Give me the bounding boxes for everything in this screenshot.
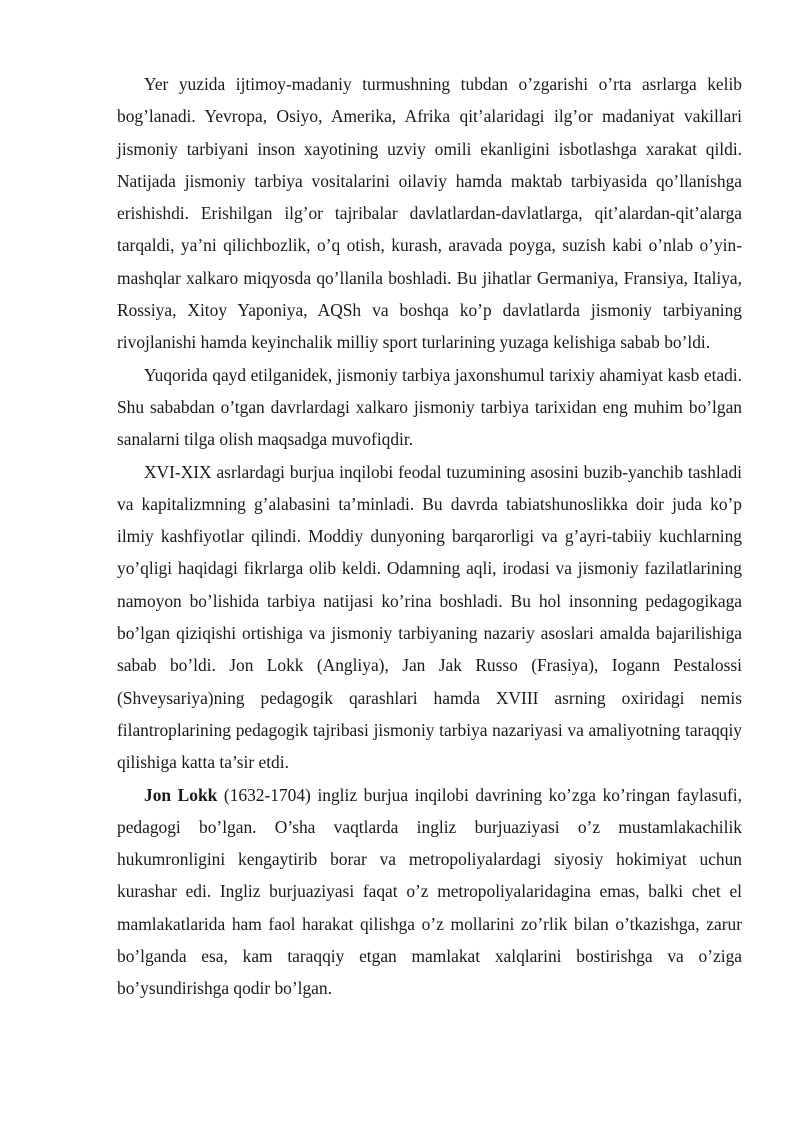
paragraph-4-text: (1632-1704) ingliz burjua inqilobi davrining ko’zga ko’ringan faylasufi, pedagogi bo’lgan. O’sha vaqtlarda ingliz burjuaziyasi o’z mustamlakachilik hukumronligini kengaytirib borar va metropoliyalardagi siyosiy hokimiyat uchun kurashar edi. Ingliz burjuaziyasi faqat o’z metropoliyalaridagina emas, balki chet el mamlakatlarida ham faol harakat qilishga o’z mollarini zo’rlik bilan o’tkazishga, zarur bo’lganda esa, kam taraqqiy etgan mamlakat xalqlarini bostirishga va o’ziga bo’ysundirishga qodir bo’lgan. (117, 784, 742, 999)
paragraph-1-text: Yer yuzida ijtimoy-madaniy turmushning tubdan o’zgarishi o’rta asrlarga kelib bog’lanadi. Yevropa, Osiyo, Amerika, Afrika qit’alaridagi ilg’or madaniyat vakillari jismoniy tarbiyani inson xayotining uzviy omili ekanligini isbotlashga xarakat qildi. Natijada jismoniy tarbiya vositalarini oilaviy hamda maktab tarbiyasida qo’llanishga erishishdi. Erishilgan ilg’or tajribalar davlatlardan-davlatlarga, qit’alardan-qit’alarga tarqaldi, ya’ni qilichbozlik, o’q otish, kurash, aravada poyga, suzish kabi o’nlab o’yin-mashqlar xalkaro miqyosda qo’llanila boshladi. Bu jihatlar Germaniya, Fransiya, Italiya, Rossiya, Xitoy Yaponiya, AQSh va boshqa ko’p davlatlarda jismoniy tarbiyaning rivojlanishi hamda keyinchalik milliy sport turlarining yuzaga kelishiga sabab bo’ldi. (117, 74, 742, 353)
paragraph-4 (117, 779, 742, 1005)
paragraph-3-text: XVI-XIX asrlardagi burjua inqilobi feodal tuzumining asosini buzib-yanchib tashladi va kapitalizmning g’alabasini ta’minladi. Bu davrda tabiatshunoslikka doir juda ko’p ilmiy kashfiyotlar qilindi. Moddiy dunyoning barqarorligi va g’ayri-tabiiy kuchlarning yo’qligi haqidagi fikrlarga olib keldi. Odamning aqli, irodasi va jismoniy fazilatlarining namoyon bo’lishida tarbiya natijasi ko’rina boshladi. Bu hol insonning pedagogikaga bo’lgan qiziqishi ortishiga va jismoniy tarbiyaning nazariy asoslari amalda bajarilishiga sabab bo’ldi. Jon Lokk (Angliya), Jan Jak Russo (Frasiya), Iogann Pestalossi (Shveysariya)ning pedagogik qarashlari hamda XVIII asrning oxiridagi nemis filantroplarining pedagogik tajribasi jismoniy tarbiya nazariyasi va amaliyotning taraqqiy qilishiga katta ta’sir etdi. (117, 461, 742, 773)
paragraph-2-text: Yuqorida qayd etilganidek, jismoniy tarbiya jaxonshumul tarixiy ahamiyat kasb etadi. Shu sababdan o’tgan davrlardagi xalkaro jismoniy tarbiya tarixidan eng muhim bo’lgan sanalarni tilga olish maqsadga muvofiqdir. (117, 364, 742, 450)
document-page (117, 68, 742, 1005)
paragraph-1 (117, 68, 742, 359)
paragraph-4-lead-name: Jon Lokk (144, 784, 218, 805)
paragraph-3 (117, 456, 742, 779)
paragraph-2 (117, 359, 742, 456)
